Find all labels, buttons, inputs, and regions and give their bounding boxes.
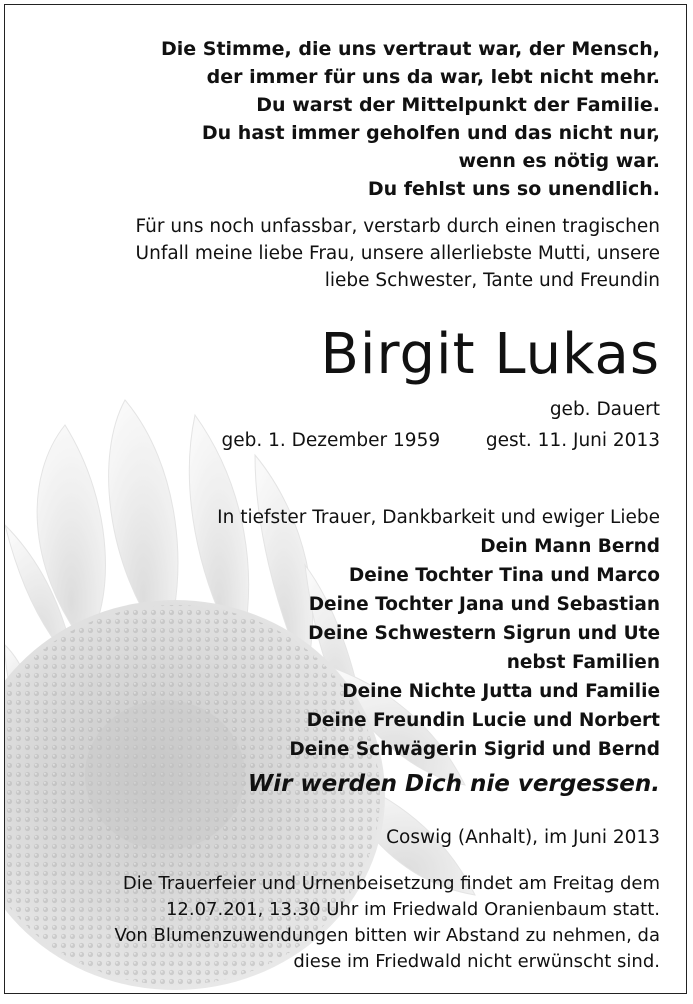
maiden-name: geb. Dauert (549, 399, 660, 420)
mourner-name: Deine Tochter Jana und Sebastian (308, 594, 660, 615)
mourner-name: Deine Freundin Lucie und Norbert (306, 710, 660, 731)
mourner-name: Dein Mann Bernd (480, 536, 660, 557)
birth-date: geb. 1. Dezember 1959 (221, 430, 441, 451)
life-dates (222, 430, 660, 451)
notice-line: Die Trauerfeier und Urnenbeisetzung findet am Freitag dem (122, 873, 660, 894)
mourner-name: nebst Familien (506, 652, 660, 673)
motto: Wir werden Dich nie vergessen. (247, 771, 660, 797)
poem-line: wenn es nötig war. (458, 150, 660, 172)
mourner-name: Deine Tochter Tina und Marco (348, 565, 660, 586)
notice-line: Von Blumenzuwendungen bitten wir Abstand zu nehmen, da (114, 925, 660, 946)
poem-line: Du hast immer geholfen und das nicht nur, (201, 122, 660, 144)
deceased-name: Birgit Lukas (320, 322, 660, 387)
mourner-name: Deine Schwestern Sigrun und Ute (308, 623, 660, 644)
place-date: Coswig (Anhalt), im Juni 2013 (386, 827, 660, 848)
poem-line: der immer für uns da war, lebt nicht mehr. (206, 66, 660, 88)
intro-line: Unfall meine liebe Frau, unsere allerliebste Mutti, unsere (135, 243, 660, 264)
mourner-name: Deine Schwägerin Sigrid und Bernd (289, 739, 660, 760)
intro-line: Für uns noch unfassbar, verstarb durch einen tragischen (135, 216, 660, 237)
intro-line: liebe Schwester, Tante und Freundin (324, 270, 660, 291)
poem-line: Du warst der Mittelpunkt der Familie. (256, 94, 660, 116)
notice-line: 12.07.201, 13.30 Uhr im Friedwald Oranienbaum statt. (165, 899, 660, 920)
notice-line: diese im Friedwald nicht erwünscht sind. (293, 951, 660, 972)
mourner-name: Deine Nichte Jutta und Familie (342, 681, 660, 702)
poem-line: Die Stimme, die uns vertraut war, der Mensch, (160, 38, 660, 60)
mourners-heading: In tiefster Trauer, Dankbarkeit und ewiger Liebe (217, 507, 660, 528)
obituary-card (4, 4, 687, 994)
poem-line: Du fehlst uns so unendlich. (367, 178, 660, 200)
obituary-text (5, 5, 687, 994)
death-date: gest. 11. Juni 2013 (485, 430, 660, 451)
